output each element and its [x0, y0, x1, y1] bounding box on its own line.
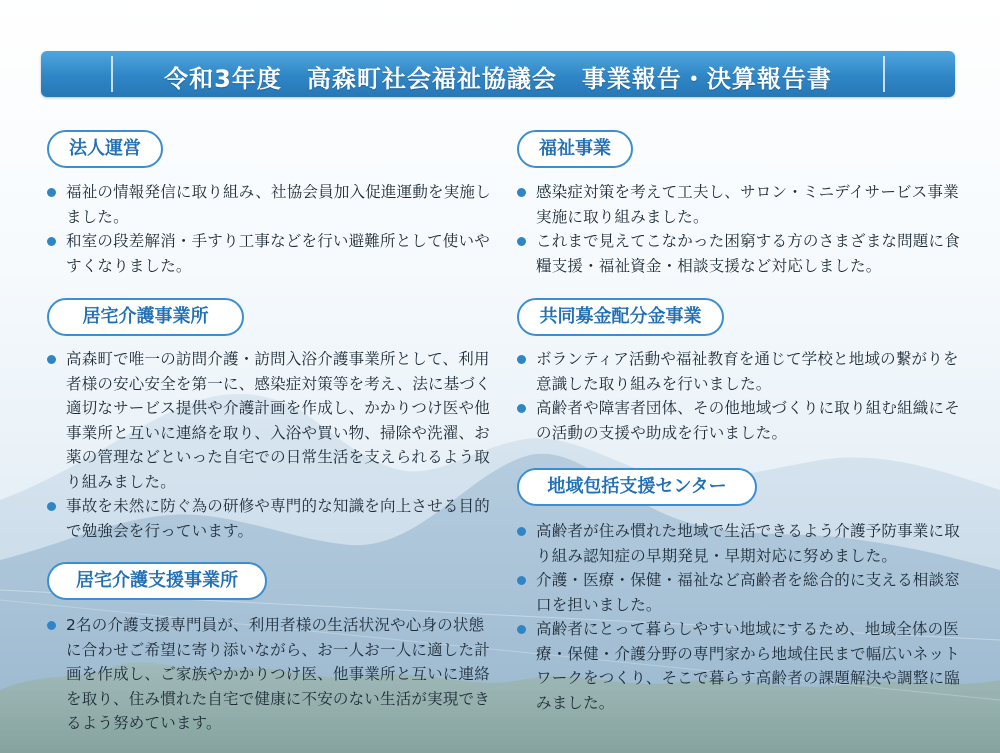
header-banner: [41, 51, 955, 97]
list-item: 事故を未然に防ぐ為の研修や専門的な知識を向上させる目的で勉強会を行っています。: [47, 494, 492, 543]
section-list-community-chest: [517, 347, 962, 445]
bullet-icon: [517, 625, 526, 634]
section-heading-community-support-center: 地域包括支援センター: [517, 468, 757, 506]
page-title: 令和3年度 高森町社会福祉協議会 事業報告・決算報告書: [164, 65, 832, 93]
section-list-home-care-office: [47, 347, 492, 543]
section-heading-community-chest: 共同募金配分金事業: [517, 298, 724, 336]
list-item: 高齢者が住み慣れた地域で生活できるよう介護予防事業に取り組み認知症の早期発見・早期対応に努めました。: [517, 519, 962, 568]
bullet-icon: [517, 404, 526, 413]
list-item: 介護・医療・保健・福祉など高齢者を総合的に支える相談窓口を担いました。: [517, 568, 962, 617]
bullet-icon: [517, 576, 526, 585]
section-heading-care-support-office: 居宅介護支援事業所: [47, 562, 267, 600]
bullet-icon: [47, 188, 56, 197]
section-heading-corporate-management: 法人運営: [47, 130, 163, 168]
bullet-icon: [517, 355, 526, 364]
list-item: 高森町で唯一の訪問介護・訪問入浴介護事業所として、利用者様の安心安全を第一に、感染症対策等を考え、法に基づく適切なサービス提供や介護計画を作成し、かかりつけ医や他事業所と互いに連絡を取り、入浴や買い物、掃除や洗濯、お薬の管理などといった自宅での日常生活を支えられるよう取り組みました。: [47, 347, 492, 494]
list-item: ボランティア活動や福祉教育を通じて学校と地域の繋がりを意識した取り組みを行いました。: [517, 347, 962, 396]
list-item: 感染症対策を考えて工夫し、サロン・ミニデイサービス事業実施に取り組みました。: [517, 180, 962, 229]
list-item: これまで見えてこなかった困窮する方のさまざまな問題に食糧支援・福祉資金・相談支援など対応しました。: [517, 229, 962, 278]
section-list-welfare-projects: [517, 180, 962, 278]
bullet-icon: [517, 527, 526, 536]
bullet-icon: [47, 621, 56, 630]
header-frame: [111, 56, 885, 92]
section-heading-home-care-office: 居宅介護事業所: [47, 298, 244, 336]
list-item: 2名の介護支援専門員が、利用者様の生活状況や心身の状態に合わせご希望に寄り添いながら、お一人お一人に適した計画を作成し、ご家族やかかりつけ医、他事業所と互いに連絡を取り、住み慣れた自宅で健康に不安のない生活が実現できるよう努めています。: [47, 613, 492, 736]
section-list-corporate-management: [47, 180, 492, 278]
list-item: 和室の段差解消・手すり工事などを行い避難所として使いやすくなりました。: [47, 229, 492, 278]
bullet-icon: [517, 237, 526, 246]
list-item: 福祉の情報発信に取り組み、社協会員加入促進運動を実施しました。: [47, 180, 492, 229]
list-item: 高齢者や障害者団体、その他地域づくりに取り組む組織にその活動の支援や助成を行いました。: [517, 396, 962, 445]
bullet-icon: [47, 355, 56, 364]
bullet-icon: [47, 502, 56, 511]
section-heading-welfare-projects: 福祉事業: [517, 130, 633, 168]
section-list-care-support-office: [47, 613, 492, 736]
section-list-community-support-center: [517, 519, 962, 715]
bullet-icon: [517, 188, 526, 197]
list-item: 高齢者にとって暮らしやすい地域にするため、地域全体の医療・保健・介護分野の専門家から地域住民まで幅広いネットワークをつくり、そこで暮らす高齢者の課題解決や調整に臨みました。: [517, 617, 962, 715]
bullet-icon: [47, 237, 56, 246]
